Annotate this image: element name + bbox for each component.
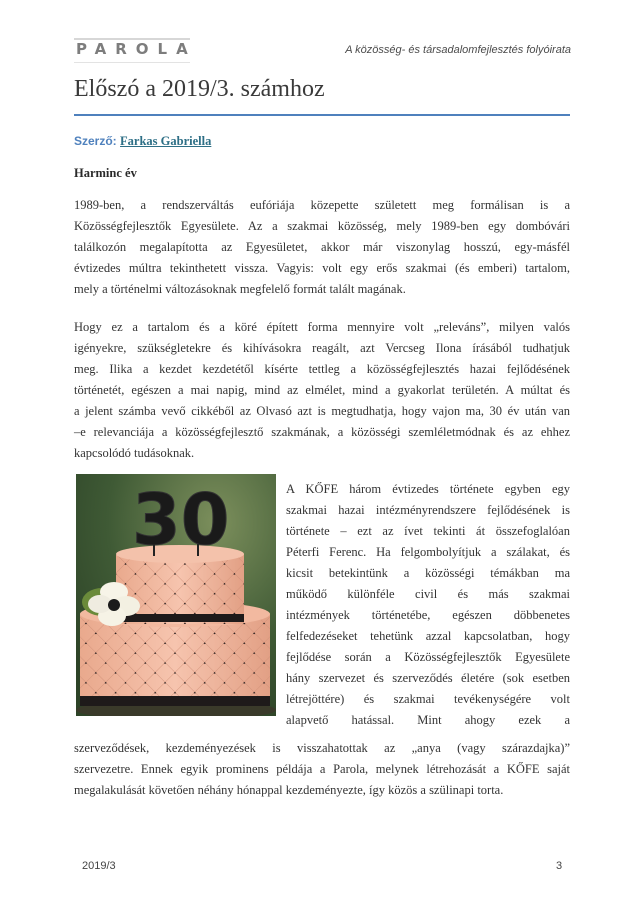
paragraph-2 xyxy=(74,317,570,464)
article-title: Előszó a 2019/3. számhoz xyxy=(74,76,325,102)
paragraph-line: fejlődése során a Közösségfejlesztők Egyesülete xyxy=(286,650,570,664)
paragraph-line: 1989-ben, a rendszerváltás eufóriája közepette született meg formálisan is a xyxy=(74,198,570,212)
author-label: Szerző: xyxy=(74,134,117,148)
paragraph-line: felfedezéseket tehetünk azzal kapcsolatban, hogy xyxy=(286,629,570,643)
paragraph-line: találkozón megalapította az Egyesületet, akkor már viszonylag hosszú, egy-másfél xyxy=(74,240,570,254)
paragraph-line: szervezetre. Ennek egyik prominens példája a Parola, melynek létrehozását a KŐFE saját xyxy=(74,762,570,776)
paragraph-3-continued xyxy=(74,738,570,801)
logo-text: PAROLA xyxy=(76,40,197,58)
author-line xyxy=(74,134,211,149)
cake-topper-number: 30 xyxy=(132,479,230,561)
paragraph-line: kapcsolódó tudásoknak. xyxy=(74,446,195,460)
paragraph-line: történetét, egészen a mai napig, mind az elmélet, mind a gyakorlat területén. A múltat és xyxy=(74,383,570,397)
paragraph-line: működő különféle civil és más szakmai xyxy=(286,587,570,601)
journal-subtitle: A közösség- és társadalomfejlesztés folyóirata xyxy=(345,44,571,56)
parola-logo xyxy=(74,38,197,62)
paragraph-line: Közösségfejlesztők Egyesülete. Az a szakmai közösség, mely 1989-ben egy dombóvári xyxy=(74,219,570,233)
paragraph-line: a jelent számba vevő cikkéből az Olvasó azt is megtudhatja, hogy vajon ma, 30 év után van xyxy=(74,404,570,418)
cake-illustration xyxy=(76,474,276,716)
birthday-cake-image xyxy=(76,474,276,716)
title-underline xyxy=(74,114,570,116)
paragraph-line: létrejöttére) és szakmai tevékenységére volt xyxy=(286,692,570,706)
footer-issue: 2019/3 xyxy=(82,860,116,872)
paragraph-line: igényekre, szükségletekre és kihívásokra reagált, azt Vercseg Ilona írásából tudhatjuk xyxy=(74,341,570,355)
paragraph-3 xyxy=(286,479,570,731)
paragraph-line: Hogy ez a tartalom és a köré épített forma mennyire volt „releváns”, milyen valós xyxy=(74,320,570,334)
paragraph-line: A KŐFE három évtizedes története egyben egy xyxy=(286,482,570,496)
paragraph-line: meg. Ilika a kezdet kezdetétől kísérte tettleg a közösségfejlesztés hazai fejlődésének xyxy=(74,362,570,376)
paragraph-1 xyxy=(74,195,570,300)
paragraph-line: alapvető hatással. Mint ahogy ezek a xyxy=(286,713,570,727)
paragraph-line: Péterfi Ferenc. Ha felgombolyítjuk a szálakat, és xyxy=(286,545,570,559)
paragraph-line: intézmények történetébe, egészen döbbenetes xyxy=(286,608,570,622)
paragraph-line: hány szervezet és szerveződés életére (sok esetben xyxy=(286,671,570,685)
author-link[interactable]: Farkas Gabriella xyxy=(120,134,212,148)
footer-page-number: 3 xyxy=(556,860,563,872)
paragraph-line: évtizedes múltra tekinthetett vissza. Vagyis: volt egy erős szakmai (és emberi) tartalom, xyxy=(74,261,570,275)
paragraph-line: megalakulását követően néhány hónappal kezdeményezte, így közös a szülinapi torta. xyxy=(74,783,504,797)
paragraph-line: szerveződések, kezdeményezések is visszahatottak az „anya (vagy szárazdajka)” xyxy=(74,741,570,755)
paragraph-line: története – ezt az ívet tekinti át összefoglalóan xyxy=(286,524,570,538)
paragraph-line: mely a történelmi változásoknak megfelelő formát talált magának. xyxy=(74,282,406,296)
paragraph-line: –e relevanciája a közösségfejlesztő szakmának, a közösségi szemléletmódnak és az ehhez xyxy=(74,425,570,439)
section-heading: Harminc év xyxy=(74,166,137,180)
paragraph-line: szakmai hazai intézményrendszere fejlődésének is xyxy=(286,503,570,517)
paragraph-line: kicsit betekintünk a közösségi témákban ma xyxy=(286,566,570,580)
